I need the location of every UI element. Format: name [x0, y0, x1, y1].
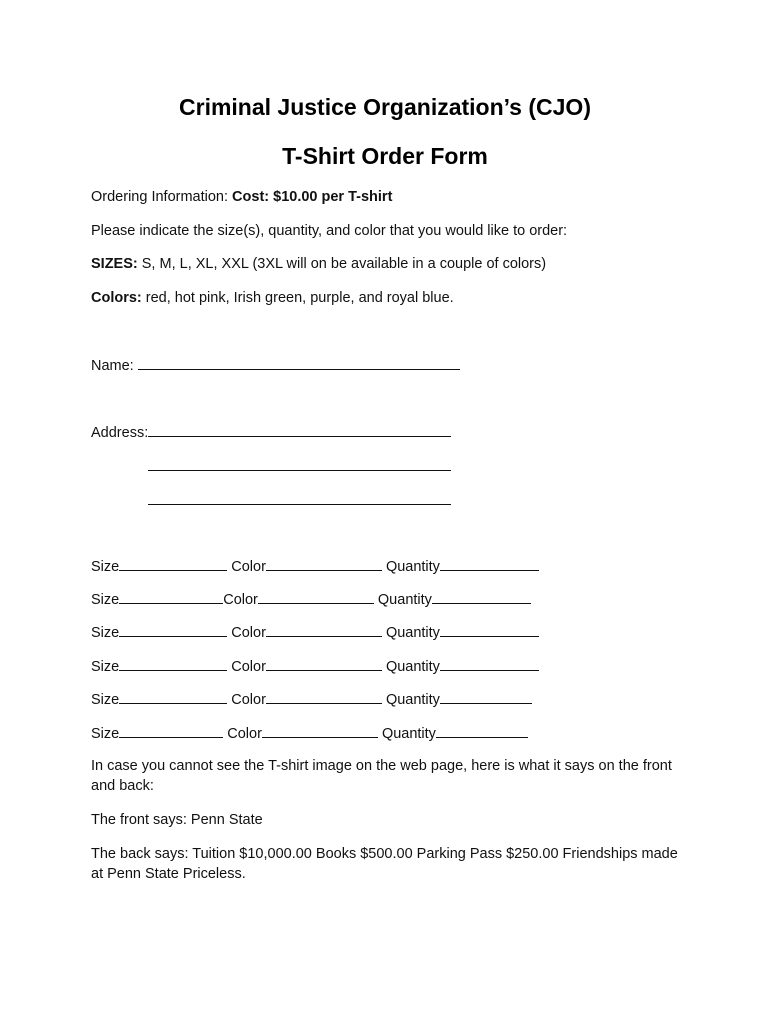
order-row: [91, 556, 539, 577]
colors-label: Colors:: [91, 290, 142, 306]
color-label: Color: [231, 625, 266, 641]
order-row: [91, 723, 528, 744]
quantity-label: Quantity: [377, 592, 432, 608]
sizes-label: SIZES:: [91, 256, 138, 272]
quantity-input-line[interactable]: [440, 622, 539, 637]
quantity-input-line[interactable]: [440, 656, 539, 671]
quantity-label: Quantity: [381, 726, 436, 742]
size-input-line[interactable]: [119, 689, 227, 704]
address-input-line-3[interactable]: [148, 490, 451, 505]
name-field-row: [91, 355, 460, 376]
size-label: Size: [91, 692, 120, 708]
quantity-input-line[interactable]: [436, 723, 528, 738]
quantity-label: Quantity: [385, 559, 440, 575]
color-label: Color: [231, 692, 266, 708]
color-input-line[interactable]: [266, 622, 382, 637]
order-row: [91, 689, 532, 710]
color-label: Color: [227, 726, 262, 742]
size-label: Size: [91, 559, 120, 575]
ordering-information: [91, 187, 392, 207]
quantity-input-line[interactable]: [440, 556, 539, 571]
cost-text: Cost: $10.00 per T-shirt: [232, 189, 393, 205]
size-input-line[interactable]: [119, 556, 227, 571]
incase-note: In case you cannot see the T-shirt image on the web page, here is what it says on the front and back:: [91, 758, 672, 794]
back-text: The back says: Tuition $10,000.00 Books $500.00 Parking Pass $250.00 Friendships made at Penn State Priceless.: [91, 846, 678, 882]
name-input-line[interactable]: [138, 355, 460, 370]
address-input-line-2[interactable]: [148, 456, 451, 471]
size-label: Size: [91, 592, 120, 608]
page-title: Criminal Justice Organization’s (CJO): [179, 94, 591, 120]
sizes-line: [91, 254, 546, 274]
address-field-row-3: [148, 490, 451, 511]
size-label: Size: [91, 726, 120, 742]
name-label: Name:: [91, 358, 138, 374]
sizes-text: S, M, L, XL, XXL (3XL will on be available in a couple of colors): [137, 256, 547, 272]
quantity-label: Quantity: [385, 659, 440, 675]
order-row: [91, 589, 531, 610]
colors-text: red, hot pink, Irish green, purple, and royal blue.: [141, 290, 454, 306]
address-label: Address:: [91, 425, 149, 441]
address-field-row: [91, 422, 451, 443]
color-input-line[interactable]: [266, 556, 382, 571]
color-input-line[interactable]: [266, 689, 382, 704]
order-row: [91, 656, 539, 677]
size-input-line[interactable]: [119, 589, 223, 604]
quantity-label: Quantity: [385, 625, 440, 641]
color-label: Color: [231, 559, 266, 575]
color-label: Color: [231, 659, 266, 675]
page-subtitle: T-Shirt Order Form: [282, 143, 488, 169]
front-text: The front says: Penn State: [91, 812, 263, 828]
color-input-line[interactable]: [266, 656, 382, 671]
quantity-input-line[interactable]: [440, 689, 532, 704]
colors-line: [91, 288, 454, 308]
color-input-line[interactable]: [258, 589, 374, 604]
address-input-line-1[interactable]: [148, 422, 451, 437]
size-label: Size: [91, 625, 120, 641]
quantity-input-line[interactable]: [432, 589, 531, 604]
size-label: Size: [91, 659, 120, 675]
ordering-label: Ordering Information:: [91, 189, 233, 205]
address-field-row-2: [148, 456, 451, 477]
order-row: [91, 622, 539, 643]
instruction-text: Please indicate the size(s), quantity, and color that you would like to order:: [91, 223, 568, 239]
color-input-line[interactable]: [262, 723, 378, 738]
quantity-label: Quantity: [385, 692, 440, 708]
color-label: Color: [223, 592, 258, 608]
size-input-line[interactable]: [119, 622, 227, 637]
size-input-line[interactable]: [119, 656, 227, 671]
size-input-line[interactable]: [119, 723, 223, 738]
